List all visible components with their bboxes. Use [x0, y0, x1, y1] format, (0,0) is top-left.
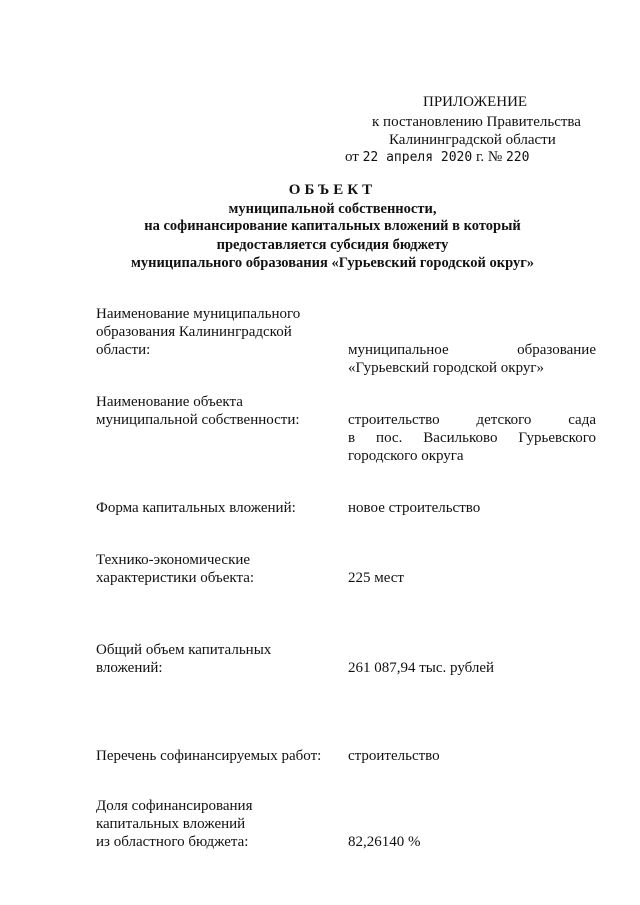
object-value-line-2: в пос. Васильково Гурьевского: [348, 430, 596, 446]
characteristics-label-line-2: характеристики объекта:: [96, 570, 255, 586]
cofinancing-label-line-1: Доля софинансирования: [96, 798, 253, 814]
appendix-line-3: Калининградской области: [389, 132, 556, 148]
appendix-date-line: [345, 147, 529, 168]
date-suffix: г. №: [475, 149, 503, 165]
total-volume-label-line-2: вложений:: [96, 660, 163, 676]
cofinancing-value: 82,26140 %: [348, 834, 421, 850]
municipality-value-line-2: «Гурьевский городской округ»: [348, 360, 545, 376]
total-volume-label-line-1: Общий объем капитальных: [96, 642, 272, 658]
heading-line-3: предоставляется субсидия бюджету: [216, 237, 449, 253]
investment-form-label: Форма капитальных вложений:: [96, 500, 296, 516]
characteristics-label-line-1: Технико-экономические: [96, 552, 251, 568]
works-list-label: Перечень софинансируемых работ:: [96, 748, 322, 764]
document-title: ОБЪЕКТ: [288, 182, 377, 198]
heading-line-1: муниципальной собственности,: [228, 201, 437, 217]
works-list-value: строительство: [348, 748, 440, 764]
cofinancing-label-line-2: капитальных вложений: [96, 816, 246, 832]
cofinancing-label-line-3: из областного бюджета:: [96, 834, 249, 850]
date-value: 22 апреля 2020: [362, 150, 473, 165]
characteristics-value: 225 мест: [348, 570, 404, 586]
object-label-line-2: муниципальной собственности:: [96, 412, 300, 428]
appendix-title: ПРИЛОЖЕНИЕ: [423, 94, 528, 110]
object-value-line-3: городского округа: [348, 448, 464, 464]
municipality-label-line-3: области:: [96, 342, 151, 358]
object-value-line-1: строительство детского сада: [348, 412, 596, 428]
heading-line-2: на софинансирование капитальных вложений в который: [144, 218, 521, 234]
decree-number: 220: [505, 150, 530, 165]
municipality-label-line-1: Наименование муниципального: [96, 306, 301, 322]
appendix-line-2: к постановлению Правительства: [372, 114, 581, 130]
heading-line-4: муниципального образования «Гурьевский городской округ»: [130, 255, 535, 271]
municipality-label-line-2: образования Калининградской: [96, 324, 292, 340]
total-volume-value: 261 087,94 тыс. рублей: [348, 660, 495, 676]
investment-form-value: новое строительство: [348, 500, 481, 516]
municipality-value-line-1: муниципальное образование: [348, 342, 596, 358]
date-prefix: от: [345, 149, 359, 165]
object-label-line-1: Наименование объекта: [96, 394, 243, 410]
